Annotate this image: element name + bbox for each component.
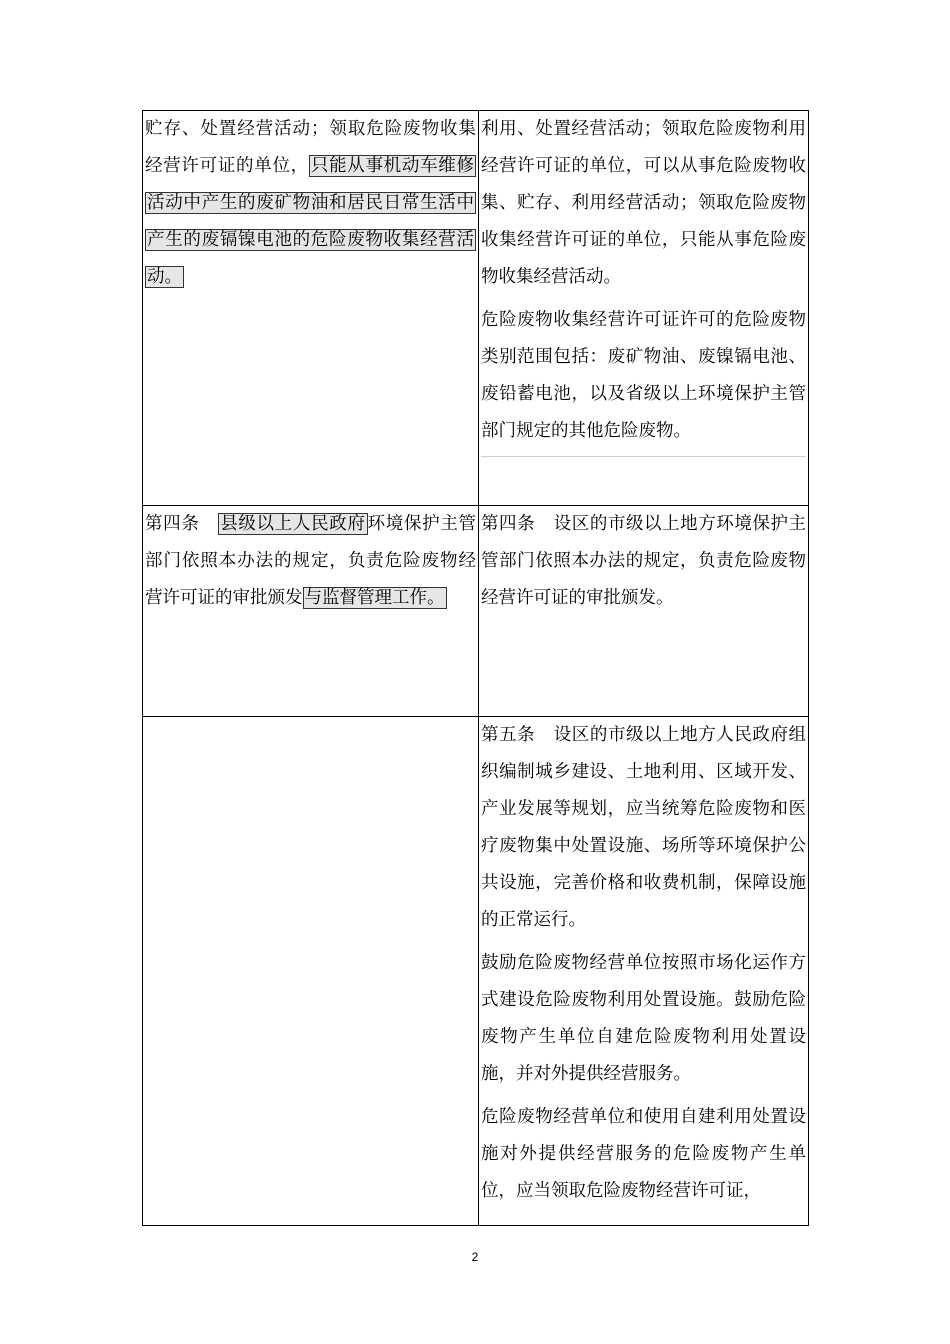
new-text-inserted: 只能从事危险废物收集经营活动。 bbox=[481, 230, 807, 287]
table-row bbox=[143, 111, 809, 506]
new-text-paragraph: 危险废物经营单位和使用自建利用处置设施对外提供经营服务的危险废物产生单位，应当领取危险废物经营许可证， bbox=[481, 1107, 806, 1201]
new-text-inserted: 设区的市级以上地方 bbox=[553, 514, 717, 534]
old-text-paragraph bbox=[145, 506, 476, 617]
old-text-cell bbox=[143, 717, 479, 1226]
highlighted-change: 县级以上人民政府 bbox=[219, 514, 366, 534]
new-text-inserted: 设区的市级以上地方人民政府组织编制城乡建设、土地利用、区域开发、产业发展等规划，应当统筹危险废物和医疗废物集中处置设施、场所等环境保护公共设施，完善价格和收费机制，保障设施的正常运行。 bbox=[481, 725, 807, 930]
new-text-cell bbox=[479, 717, 809, 1226]
article-label: 第四条 bbox=[145, 514, 200, 534]
new-text-inserted: 领取危险废物利用经营许可证的单位，可以从事危险废物收集、贮存、利用经营活动； bbox=[481, 119, 807, 213]
new-text-paragraph bbox=[481, 506, 806, 617]
article-label: 第五条 bbox=[481, 725, 536, 745]
article-label: 第四条 bbox=[481, 514, 536, 534]
old-text-paragraph bbox=[145, 111, 476, 296]
old-text-cell bbox=[143, 506, 479, 717]
old-text: 贮存、处置经营活动；领取危险废物收集经营许可证的单位， bbox=[145, 119, 476, 176]
old-text-cell bbox=[143, 111, 479, 506]
new-text: 环境保护主管部门依照本办法的规定，负责危险废物经营许可证的审批颁发。 bbox=[481, 514, 807, 608]
table-row bbox=[143, 506, 809, 717]
new-text-paragraph bbox=[481, 111, 806, 296]
page-number: 2 bbox=[471, 1250, 479, 1264]
comparison-table bbox=[142, 110, 809, 1226]
new-text-cell bbox=[479, 111, 809, 506]
highlighted-change: 只能从事机动车维修活动中产生的废矿物油和居民日常生活中产生的废镉镍电池的危险废物收集经营活动。 bbox=[147, 156, 475, 287]
new-text-paragraph: 危险废物收集经营许可证许可的危险废物类别范围包括：废矿物油、废镍镉电池、废铅蓄电池，以及省级以上环境保护主管部门规定的其他危险废物。 bbox=[481, 310, 806, 441]
new-text: 利用、处置经营活动； bbox=[481, 119, 662, 139]
old-text: 环境保护主管部门依照本办法的规定，负责危险废物经营许可证的审批颁发 bbox=[145, 514, 477, 608]
new-text-cell bbox=[479, 506, 809, 717]
divider bbox=[481, 456, 806, 457]
new-text-paragraph: 鼓励危险废物经营单位按照市场化运作方式建设危险废物利用处置设施。鼓励危险废物产生单位自建危险废物利用处置设施，并对外提供经营服务。 bbox=[481, 953, 806, 1084]
highlighted-change: 与监督管理工作。 bbox=[304, 588, 445, 608]
table-row bbox=[143, 717, 809, 1226]
new-text: 领取危险废物收集经营许可证的单位， bbox=[481, 193, 807, 250]
new-text-paragraph bbox=[481, 717, 806, 939]
